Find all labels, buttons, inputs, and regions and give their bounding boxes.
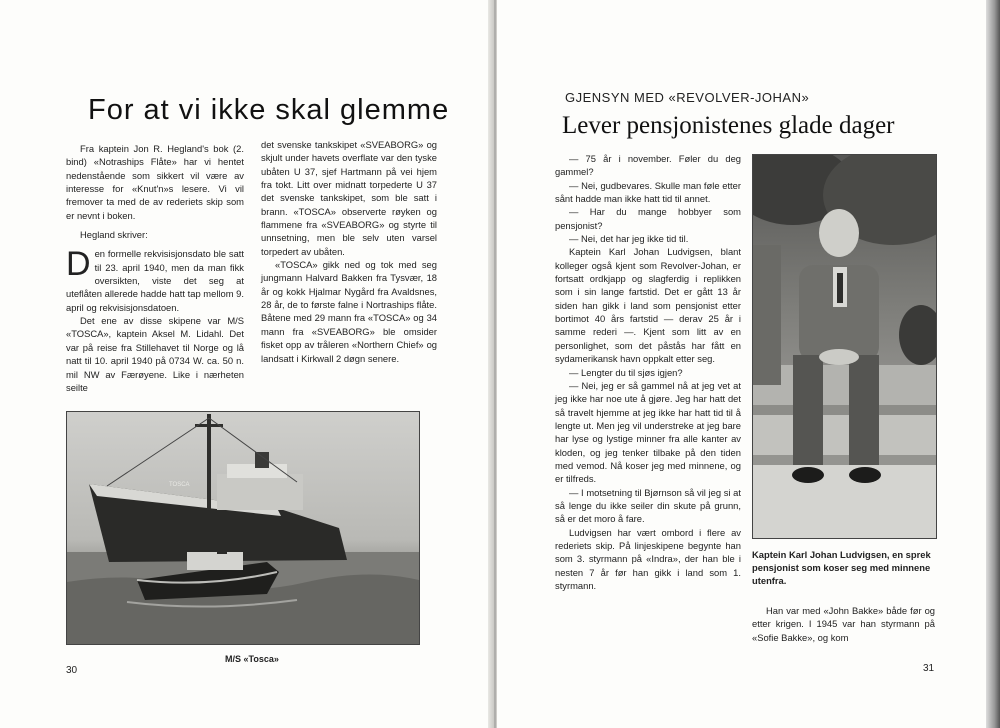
hegland-writes: Hegland skriver: [80,229,148,241]
ship-photo-caption: M/S «Tosca» [225,654,279,664]
right-column-1 [555,152,741,592]
bio-paragraph: Kaptein Karl Johan Ludvigsen, blant kolleger også kjent som Revolver-Johan, er fortsatt ordkjapp og slagferdig i replikken som i sin lange fartstid. Det er gått 13 år siden han gikk i land som pensjonist etter bortimot 40 års fartstid — derav 25 år i samme rederi —. Kjent som litt av en personlighet, som det påstås har fått en sydamerikansk havn oppkalt etter seg. [555,246,741,365]
tosca-paragraph: Det ene av disse skipene var M/S «TOSCA», kaptein Aksel M. Lidahl. Det var på reise fra Stillehavet til Norge og lå natt til 10. april 1940 på 0734 W. ca. 50 n. mil NW av Færøyene. Like i nærheten seilte [66,315,244,393]
qa-longing: — Lengter du til sjøs igjen? [569,366,683,378]
left-page [0,0,493,728]
portrait-caption: Kaptein Karl Johan Ludvigsen, en sprek pensjonist som koser seg med minnene utenfra. [752,549,931,586]
left-column-1 [66,142,244,394]
sveaborg-paragraph: det svenske tankskipet «SVEABORG» og skjult under havets overflate var den tyske ubåten U 37, sjef Hartmann på vei hjem fra tokt. Litt over midnatt torpederte U 37 det svenske tankskipet, som ble satt i brann. «TOSCA» observerte røyken og flammene fra «SVEABORG» og styrte til unnsetning, men ble selv uten varsel torpedert av ubåten. [261,139,437,257]
portrait-illustration [753,155,936,538]
page-number-left: 30 [66,665,78,676]
page-edge-shadow [986,0,1000,728]
article-kicker: GJENSYN MED «REVOLVER-JOHAN» [565,90,810,105]
qa-answer-2: — Nei, det har jeg ikke tid til. [569,233,689,245]
ship-hull-name: TOSCA [169,482,190,488]
right-column-2 [752,604,935,644]
page-number-right: 31 [923,663,935,674]
intro-paragraph: Fra kaptein Jon R. Hegland's bok (2. bind) «Notraships Flåte» har vi hentet nedenstående som sikkert vil være av interesse for «Knut'n»s lesere. Vi vil fremover ta med de av rederiets skip som er nevnt i boken. [66,143,244,221]
dropcap-paragraph-text: en formelle rekvisisjonsdato ble satt til 23. april 1940, men da man fikk oversikten, viste det seg at uteflåten allerede hadde hatt tap mellom 9. april og rekvisisjonsdatoen. [66,248,244,313]
sinking-paragraph: «TOSCA» gikk ned og tok med seg jungmann Halvard Bakken fra Tysvær, 18 år og kokk Hjalmar Nygård fra Avaldsnes, 28 år, de to første falne i Nortraships flåte. Båtene med 29 mann fra «TOSCA» og 34 mann fra «SVEABORG» ble omsider fisket opp av tråleren «Northern Chief» og landsatt i Kirkwall 2 døgn senere. [261,259,437,364]
ship-illustration [67,412,419,644]
dropcap-paragraph [66,247,244,314]
portrait-photo [752,154,937,539]
bjornson-paragraph: — I motsetning til Bjørnson så vil jeg si at så lenge du ikke seiler din skute på grunn, så er det moro å fare. [555,486,741,525]
qa-age: — 75 år i november. Føler du deg gammel? [555,153,741,178]
left-column-2 [261,138,437,365]
qa-answer-3: — Nei, jeg er så gammel nå at jeg vet at jeg ikke har noe ute å gjøre. Jeg har hatt det så travelt hjemme at jeg ikke har hatt tid til å lengte ut. Men jeg vil understreke at jeg bare har lyse og lystige minner fra alle kanter av kloden, og jeg tenker tilbake på den tiden med vemod. Nå koser jeg med minnene, og er tilfreds. [555,379,741,485]
article-title-right: Lever pensjonistenes glade dager [562,112,895,139]
qa-answer-1: — Nei, gudbevares. Skulle man føle etter sånt hadde man ikke hatt tid til annet. [555,179,741,205]
postwar-paragraph: Han var med «John Bakke» både før og etter krigen. I 1945 var han styrmann på «Sofie Bakke», og kom [752,605,935,643]
article-title-left: For at vi ikke skal glemme [88,94,450,126]
drop-cap: D [66,245,91,284]
ship-photo [66,411,420,645]
career-paragraph: Ludvigsen har vært ombord i flere av rederiets skip. På linjeskipene begynte han som 3. styrmann på «Indra», der han ble i nesten 7 år før han gikk i land som 1. styrmann. [555,526,741,591]
qa-hobbies: — Har du mange hobbyer som pensjonist? [555,206,741,231]
